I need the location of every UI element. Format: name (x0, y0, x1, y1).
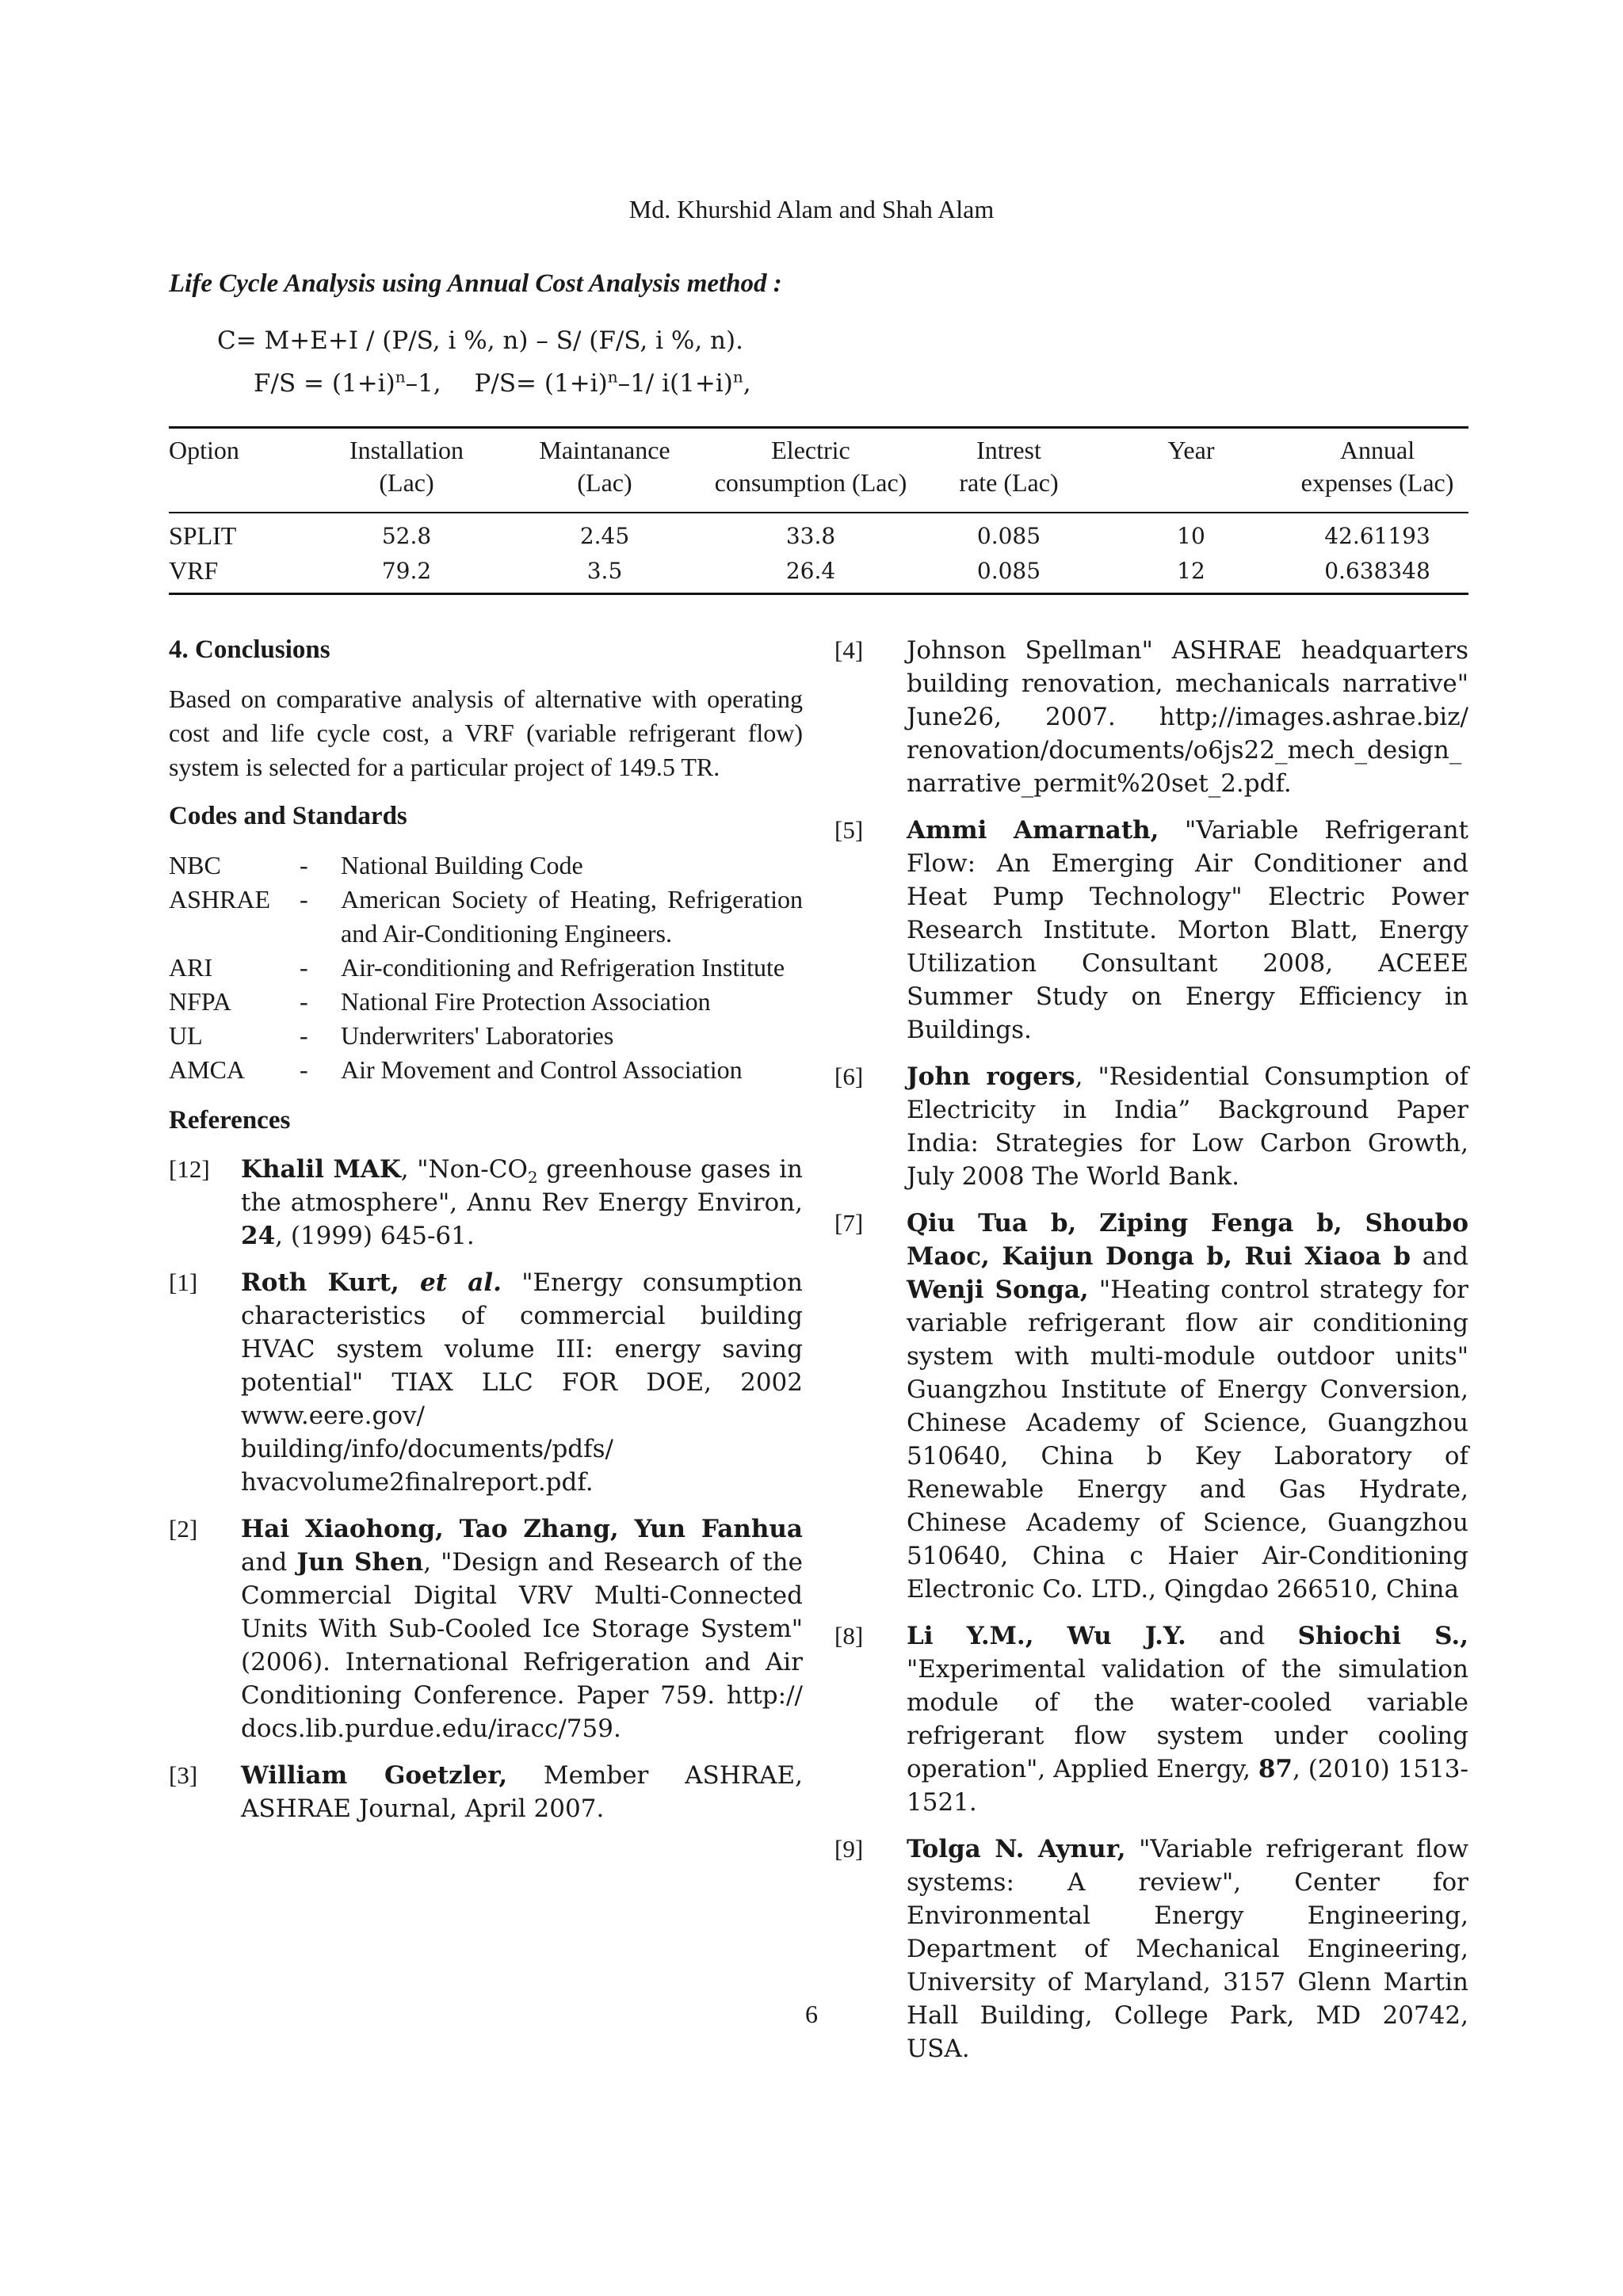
codes-heading: Codes and Standards (169, 802, 407, 830)
table-cell-option: SPLIT (169, 521, 237, 550)
table-cell-maintenance: 3.5 (586, 558, 623, 584)
code-item: NFPA - National Fire Protection Association (169, 987, 711, 1016)
conclusions-text: Based on comparative analysis of alternative with operating cost and life cycle cost, a VRF (variable refrigerant flow) system is selected for a particular project of 149.5 TR. (169, 685, 803, 781)
table-cell-installation: 79.2 (381, 558, 432, 584)
reference-5: [5] Ammi Amarnath, "Variable Refrigerant Flow: An Emerging Air Conditioner and Heat Pump Technology" Electric Power Research Institute. Morton Blatt, Energy Utilization Consultant 2008, ACEEE Summer Study on Energy Efficiency in Buildings. (834, 816, 1468, 1044)
code-item: UL - Underwriters' Laboratories (169, 1021, 614, 1050)
reference-2: [2] Hai Xiaohong, Tao Zhang, Yun Fanhua and Jun Shen, "Design and Research of the Commercial Digital VRV Multi-Connected Units With Sub-Cooled Ice Storage System" (2006). International Refrigeration and Air Conditioning Conference. Paper 759. http:// docs.lib.purdue.edu/iracc/759. (169, 1515, 803, 1743)
left-column (169, 634, 803, 1839)
table-cell-interest: 0.085 (976, 558, 1041, 584)
table-header-installation: Installation (Lac) (349, 436, 464, 497)
reference-1: [1] Roth Kurt, et al. "Energy consumption characteristics of commercial building HVAC system volume III: energy saving potential" TIAX LLC FOR DOE, 2002 www.eere.gov/ building/info/documents/pdfs/ hvacvolume2finalreport.pdf. (169, 1268, 803, 1497)
conclusions-heading: 4. Conclusions (169, 635, 330, 664)
code-item: ARI - Air-conditioning and Refrigeration Institute (169, 953, 785, 982)
reference-12: [12] Khalil MAK, "$Non-CO_2$ greenhouse gases in the atmosphere", Annu Rev Energy Environ, 24, (1999) 645-61. (169, 1155, 803, 1250)
factor-formulas (254, 368, 777, 400)
table-cell-year: 10 (1177, 523, 1205, 549)
code-item: AMCA - Air Movement and Control Association (169, 1055, 743, 1084)
table-cell-interest: 0.085 (976, 523, 1041, 549)
table-cell-year: 12 (1177, 558, 1205, 584)
code-item: NBC - National Building Code (169, 851, 583, 879)
references-heading: References (169, 1106, 291, 1135)
codes-list (169, 849, 803, 1087)
table-header-maintenance: Maintanance (Lac) (539, 436, 670, 497)
table-cell-electric: 33.8 (785, 523, 836, 549)
table-header-option: Option (169, 436, 239, 464)
table-cell-maintenance: 2.45 (579, 523, 630, 549)
reference-3: [3] William Goetzler, Member ASHRAE, ASHRAE Journal, April 2007. (169, 1761, 803, 1823)
table-cell-electric: 26.4 (785, 558, 836, 584)
table-header-rule (169, 512, 1468, 513)
table-cell-installation: 52.8 (381, 523, 432, 549)
annual-cost-formula: C= M+E+I / (P/S, i %, n) – S/ (F/S, i %, n). (217, 326, 743, 355)
fs-formula: $F/S = (1+i)^n-1$, (254, 367, 441, 398)
reference-8: [8] Li Y.M., Wu J.Y. and Shiochi S., "Experimental validation of the simulation module of the water-cooled variable refrigerant flow system under cooling operation", Applied Energy, 87, (2010) 1513-1521. (834, 1622, 1469, 1817)
reference-6: [6] John rogers, "Residential Consumption of Electricity in India” Background Paper India: Strategies for Low Carbon Growth, July 2008 The World Bank. (834, 1062, 1468, 1191)
table-bottom-rule (169, 593, 1468, 595)
code-item: ASHRAE - American Society of Heating, Refrigeration and Air-Conditioning Engineers. (169, 885, 803, 948)
table-header-year: Year (1167, 436, 1215, 464)
table-cell-annual: 42.61193 (1324, 523, 1430, 549)
running-head-authors: Md. Khurshid Alam and Shah Alam (628, 195, 995, 223)
table-header-electric: Electric consumption (Lac) (714, 436, 907, 497)
page-number: 6 (805, 2000, 818, 2028)
table-header-annual: Annual expenses (Lac) (1300, 436, 1454, 497)
lca-heading: Life Cycle Analysis using Annual Cost Analysis method : (169, 269, 782, 298)
reference-7: [7] Qiu Tua b, Ziping Fenga b, Shoubo Maoc, Kaijun Donga b, Rui Xiaoa b and Wenji Songa, "Heating control strategy for variable refrigerant flow air conditioning system with multi-module outdoor units" Guangzhou Institute of Energy Conversion, Chinese Academy of Science, Guangzhou 510640, China b Key Laboratory of Renewable Energy and Gas Hydrate, Chinese Academy of Science, Guangzhou 510640, China c Haier Air-Conditioning Electronic Co. LTD., Qingdao 266510, China (834, 1209, 1468, 1604)
reference-9: [9] Tolga N. Aynur, "Variable refrigerant flow systems: A review", Center for Environmental Energy Engineering, Department of Mechanical Engineering, University of Maryland, 3157 Glenn Martin Hall Building, College Park, MD 20742, USA. (834, 1835, 1468, 2063)
reference-4: [4] Johnson Spellman" ASHRAE headquarters building renovation, mechanicals narrative" June26, 2007. http;//images.ashrae.biz/ renovation/documents/o6js22_mech_design_ narrative_permit%20set_2.pdf. (834, 636, 1468, 798)
ps-formula: $P/S= (1+i)^n-1/$ $i(1+i)^n$, (474, 367, 751, 398)
right-column (834, 634, 1468, 2079)
table-top-rule (169, 426, 1468, 429)
table-header-interest: Intrest rate (Lac) (959, 436, 1059, 497)
table-cell-option: VRF (169, 556, 219, 585)
table-cell-annual: 0.638348 (1324, 558, 1430, 584)
